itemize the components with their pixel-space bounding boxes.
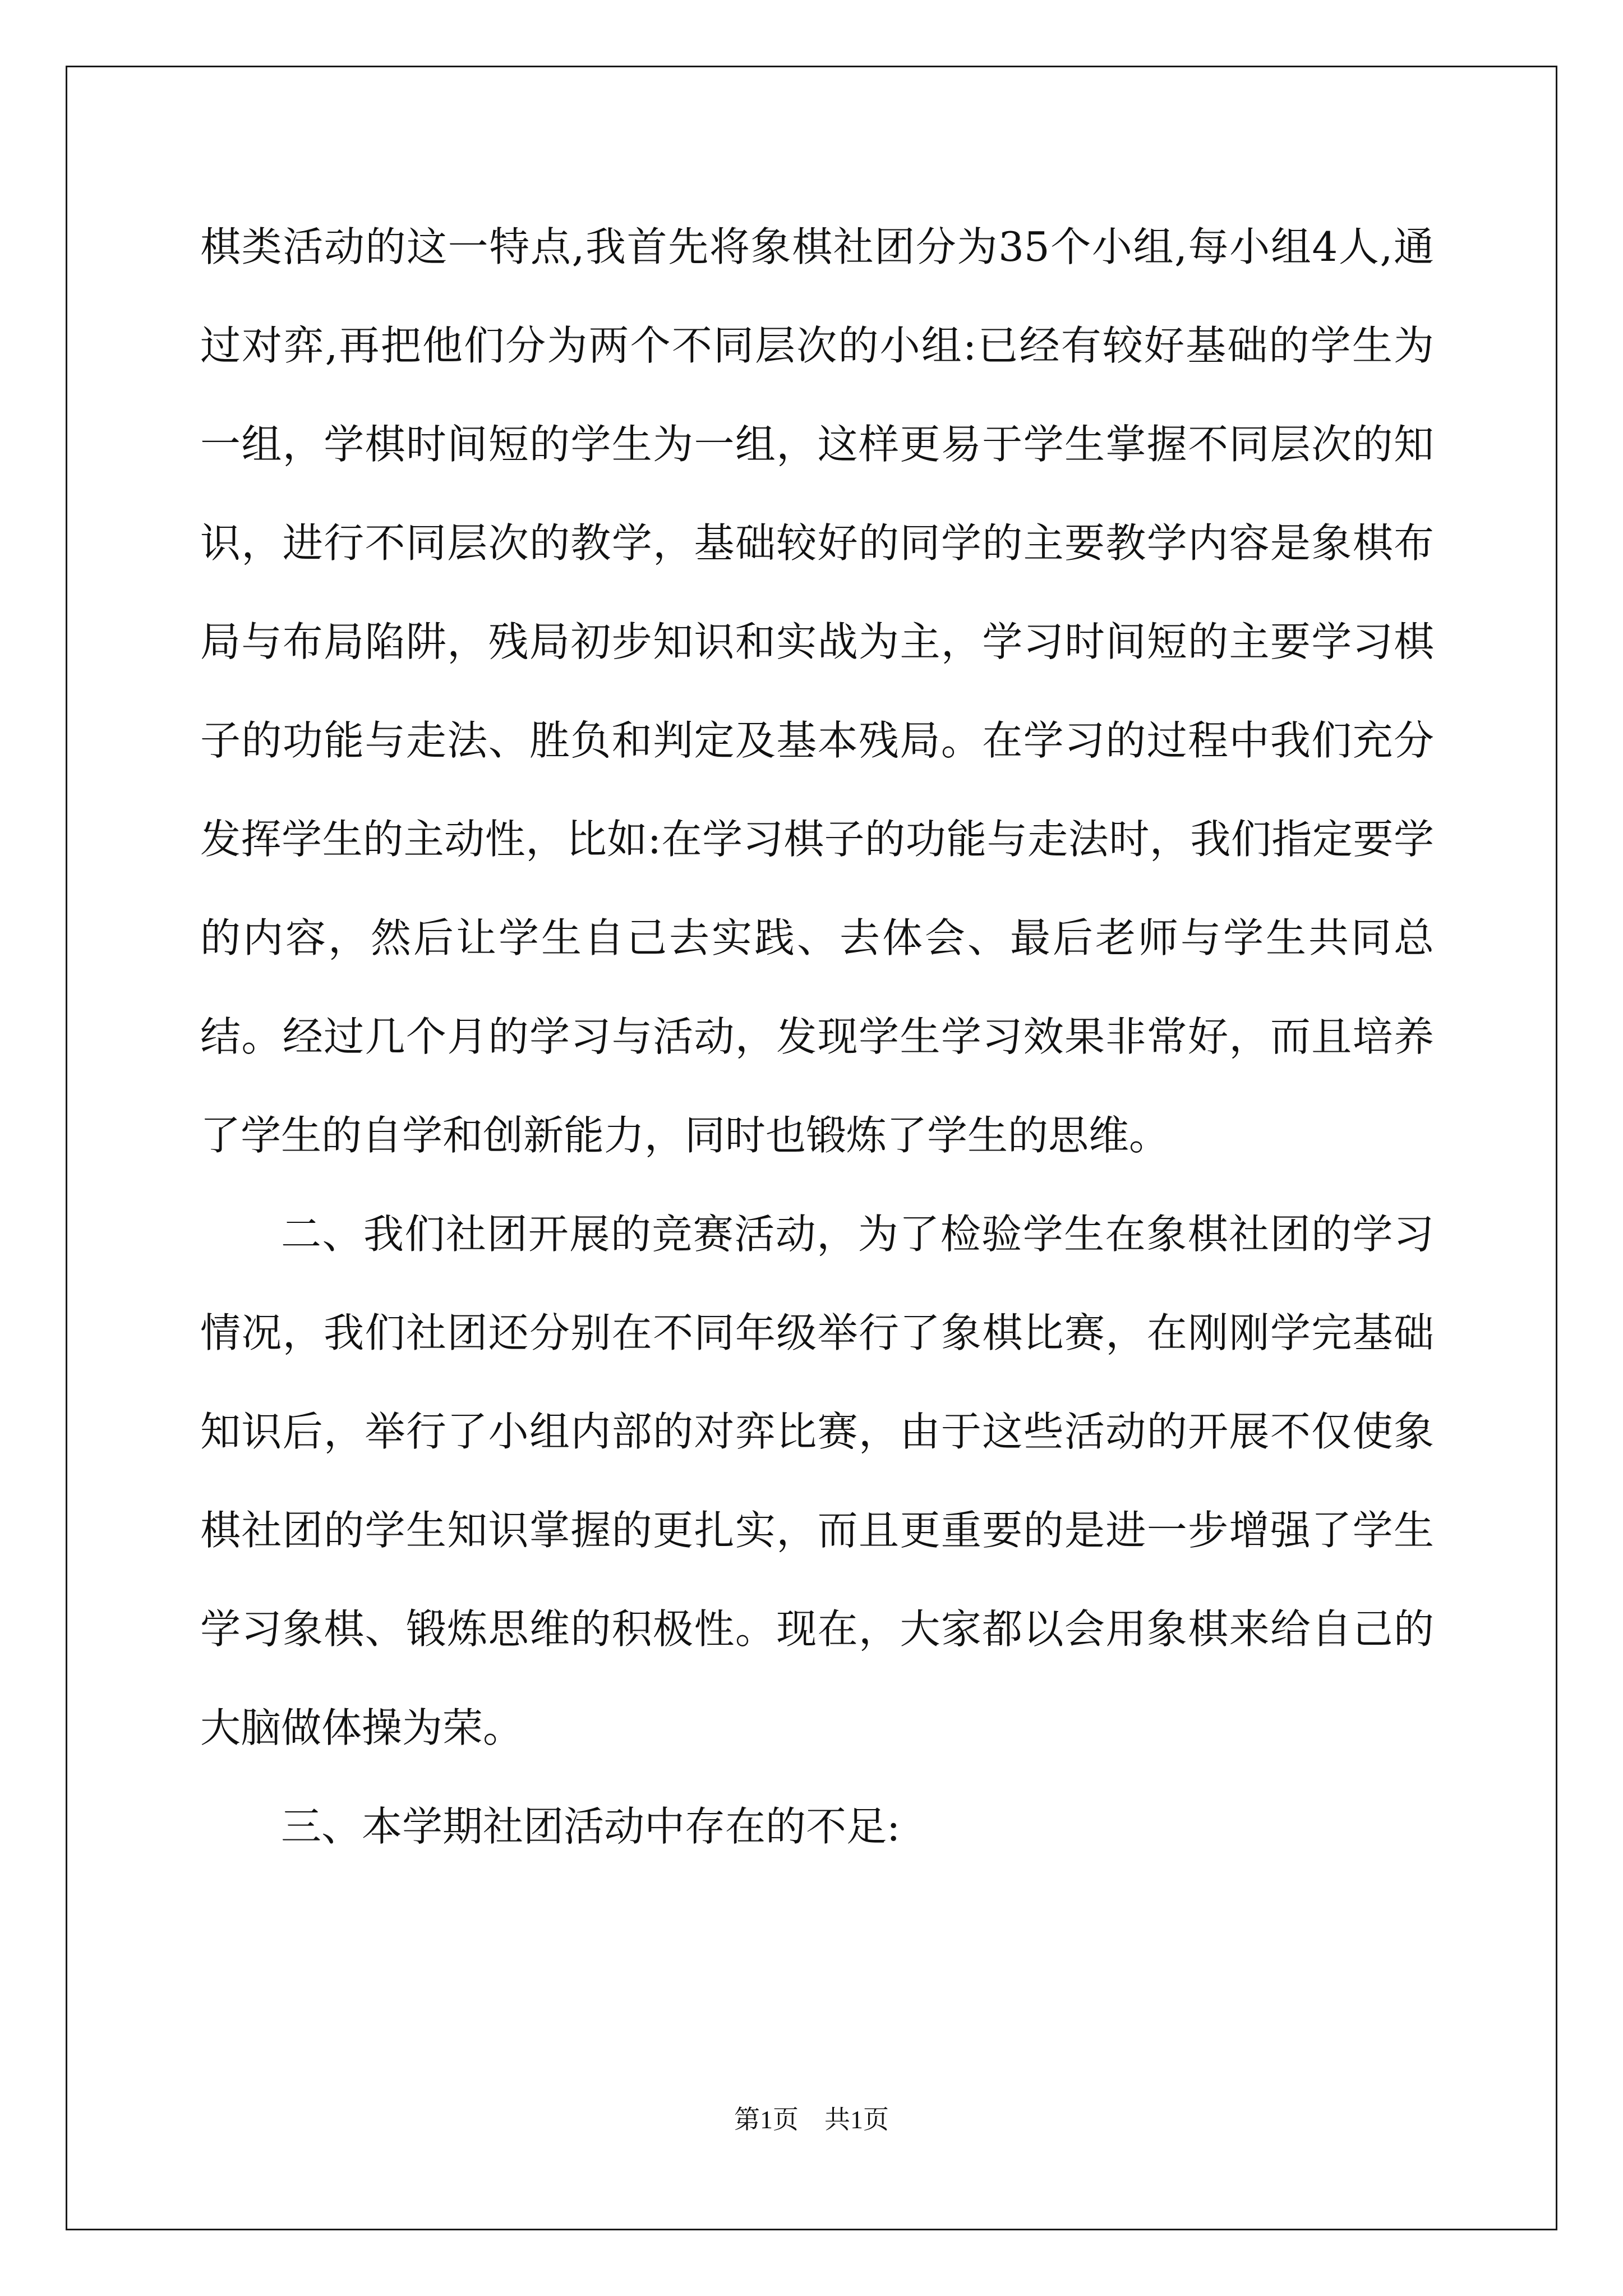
- paragraph-shortcomings: 三、本学期社团活动中存在的不足:: [281, 1803, 901, 1850]
- paragraph-competition: 二、我们社团开展的竞赛活动，为了检验学生在象棋社团的学习情况，我们社团还分别在不同年级举行了象棋比赛，在刚刚学完基础知识后，举行了小组内部的对弈比赛，由于这些活动的开展不仅使象棋社团的学生知识掌握的更扎实，而且更重要的是进一步增强了学生学习象棋、锻炼思维的积极性。现在，大家都以会用象棋来给自己的大脑做体操为荣。: [200, 1211, 1434, 1751]
- page-number: 第1页 共1页: [734, 2105, 889, 2134]
- document-body: [200, 197, 1434, 1876]
- paragraph-intro: 棋类活动的这一特点,我首先将象棋社团分为35个小组,每小组4人,通过对弈,再把他们分为两个不同层次的小组:已经有较好基础的学生为一组，学棋时间短的学生为一组，这样更易于学生掌握不同层次的知识，进行不同层次的教学，基础较好的同学的主要教学内容是象棋布局与布局陷阱，残局初步知识和实战为主，学习时间短的主要学习棋子的功能与走法、胜负和判定及基本残局。在学习的过程中我们充分发挥学生的主动性，比如:在学习棋子的功能与走法时，我们指定要学的内容，然后让学生自己去实践、去体会、最后老师与学生共同总结。经过几个月的学习与活动，发现学生学习效果非常好，而且培养了学生的自学和创新能力，同时也锻炼了学生的思维。: [200, 223, 1434, 1159]
